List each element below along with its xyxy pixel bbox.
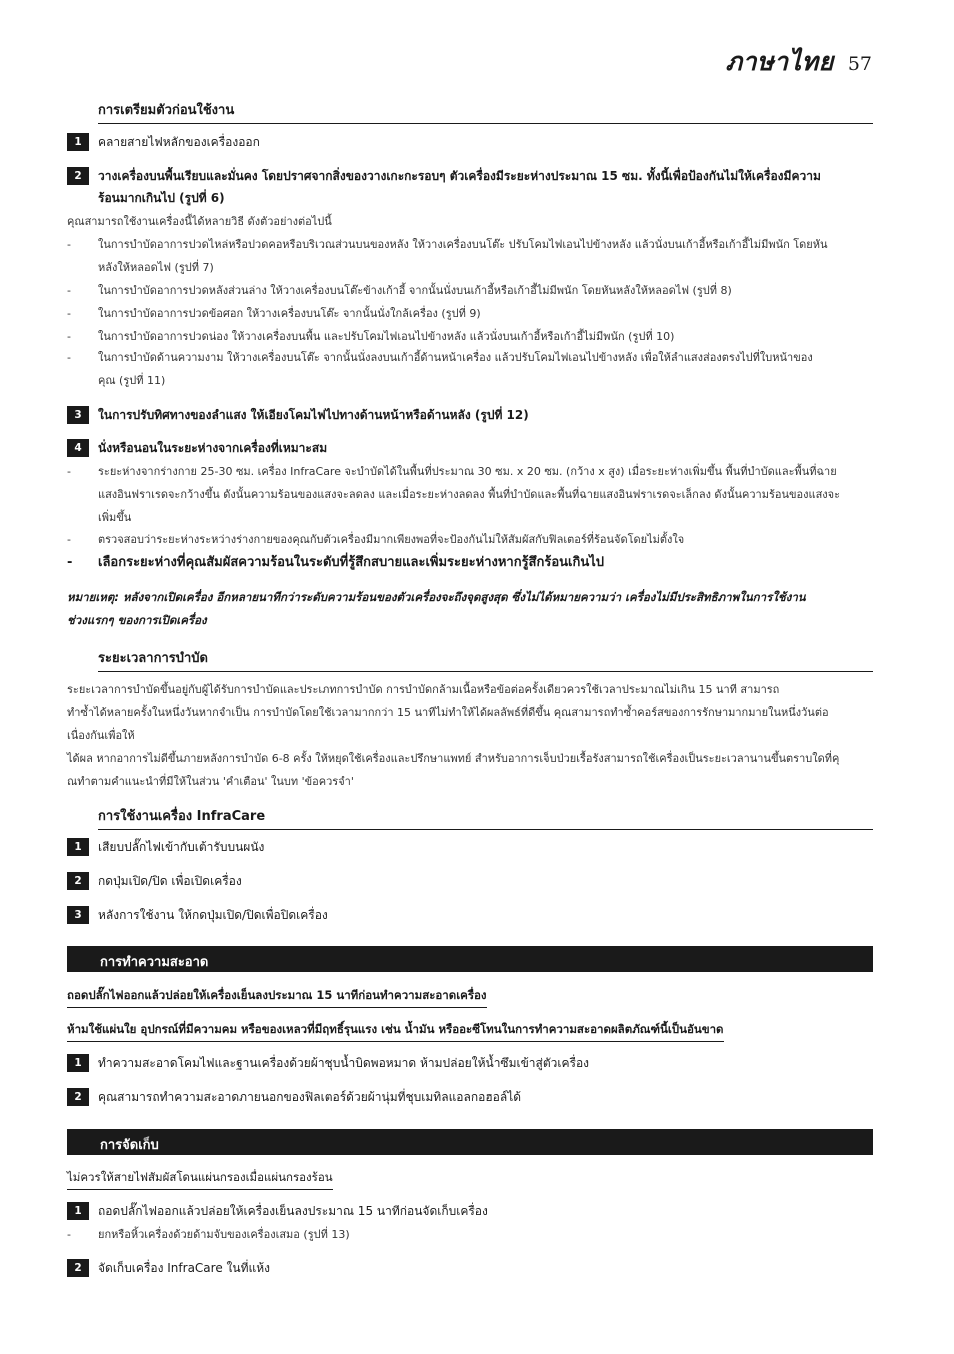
duration-paragraph <box>67 678 873 793</box>
list-item-text: ในการบำบัดอาการปวดข้อศอก ให้วางเครื่องบนโต๊ะ จากนั้นนั่งใกล้เครื่อง (รูปที่ 9) <box>98 307 481 320</box>
caution-cord: ไม่ควรให้สายไฟสัมผัสโดนแผ่นกรองเมื่อแผ่นกรองร้อน <box>67 1167 333 1190</box>
list-item-text: ในการบำบัดอาการปวดน่อง ให้วางเครื่องบนพื้น และปรับโคมไฟเอนไปข้างหลัง แล้วนั่งบนเก้าอี้หรือเก้าอี้ไม่มีพนัก (รูปที่ 10) <box>98 330 675 343</box>
step-text: จัดเก็บเครื่อง InfraCare ในที่แห้ง <box>98 1261 270 1275</box>
list-item-line: หลังให้หลอดไฟ (รูปที่ 7) <box>98 261 214 274</box>
list-item-line: ในการบำบัดด้านความงาม ให้วางเครื่องบนโต๊ะ จากนั้นนั่งลงบนเก้าอี้ด้านหน้าเครื่อง แล้วปรับโคมไฟเอนไปข้างหลัง เพื่อให้ลำแสงส่องตรงไปที่ใบหน้าของ <box>98 351 813 364</box>
list-item-text: เลือกระยะห่างที่คุณสัมผัสความร้อนในระดับที่รู้สึกสบายและเพิ่มระยะห่างหากรู้สึกร้อนเกินไป <box>98 555 605 570</box>
step-text: ถอดปลั๊กไฟออกแล้วปล่อยให้เครื่องเย็นลงประมาณ 15 นาทีก่อนจัดเก็บเครื่อง <box>98 1204 488 1218</box>
step-number: 1 <box>67 1202 89 1220</box>
section-heading-duration: ระยะเวลาการบำบัด <box>98 647 873 672</box>
cleaning-step-2 <box>67 1086 873 1108</box>
list-item-text: ในการบำบัดอาการปวดหลังส่วนล่าง ให้วางเครื่องบนโต๊ะข้างเก้าอี้ จากนั้นนั่งบนเก้าอี้หรือเก้าอี้ไม่มีพนัก โดยหันหลังให้หลอดไฟ (รูปที่ 8) <box>98 284 732 297</box>
list-item: - ในการบำบัดอาการปวดน่อง ให้วางเครื่องบนพื้น และปรับโคมไฟเอนไปข้างหลัง แล้วนั่งบนเก้าอี้หรือเก้าอี้ไม่มีพนัก (รูปที่ 10) <box>67 325 873 348</box>
list-item: - ในการบำบัดอาการปวดข้อศอก ให้วางเครื่องบนโต๊ะ จากนั้นนั่งใกล้เครื่อง (รูปที่ 9) <box>67 302 873 325</box>
step-text-line: วางเครื่องบนพื้นเรียบและมั่นคง โดยปราศจากสิ่งของวางเกะกะรอบๆ ตัวเครื่องมีระยะห่างประมาณ 15 ซม. ทั้งนี้เพื่อป้องกันไม่ให้เครื่องมีความ <box>98 169 821 183</box>
note-line: ช่วงแรกๆ ของการเปิดเครื่อง <box>67 613 207 627</box>
step-text: คลายสายไฟหลักของเครื่องออก <box>98 135 260 149</box>
step-number: 1 <box>67 838 89 856</box>
list-item-line: ในการบำบัดอาการปวดไหล่หรือปวดคอหรือบริเวณส่วนบนของหลัง ให้วางเครื่องบนโต๊ะ ปรับโคมไฟเอนไปข้างหลัง แล้วนั่งบนเก้าอี้หรือเก้าอี้ไม่มีพนัก โดยหัน <box>98 238 828 251</box>
step-number: 2 <box>67 167 89 185</box>
section-heading-cleaning: การทำความสะอาด <box>67 946 873 972</box>
step-number: 2 <box>67 1259 89 1277</box>
list-item-line: ระยะห่างจากร่างกาย 25-30 ซม. เครื่อง InfraCare จะบำบัดได้ในพื้นที่ประมาณ 30 ซม. x 20 ซม. (กว้าง x สูง) เมื่อระยะห่างเพิ่มขึ้น พื้นที่บำบัดและพื้นที่ฉาย <box>98 465 837 478</box>
usage-step-2 <box>67 870 873 892</box>
note <box>67 586 873 632</box>
step-number: 1 <box>67 133 89 151</box>
step-text: เสียบปลั๊กไฟเข้ากับเต้ารับบนผนัง <box>98 840 265 854</box>
paragraph-line: ณทำตามคำแนะนำที่มีให้ในส่วน 'คำเตือน' ในบท 'ข้อควรจำ' <box>67 775 354 788</box>
paragraph-line: ระยะเวลาการบำบัดขึ้นอยู่กับผู้ได้รับการบำบัดและประเภทการบำบัด การบำบัดกล้ามเนื้อหรือข้อต่อครั้งเดียวควรใช้เวลาประมาณไม่เกิน 15 นาที สามารถ <box>67 683 780 696</box>
list-item: - ยกหรือหิ้วเครื่องด้วยด้ามจับของเครื่องเสมอ (รูปที่ 13) <box>67 1223 873 1246</box>
list-item: - ในการบำบัดอาการปวดไหล่หรือปวดคอหรือบริเวณส่วนบนของหลัง ให้วางเครื่องบนโต๊ะ ปรับโคมไฟเอนไปข้างหลัง แล้วนั่งบนเก้าอี้หรือเก้าอี้ไม่มีพนัก โดยหัน หลังให้หลอดไฟ (รูปที่ 7) <box>67 233 873 279</box>
prep-step-4 <box>67 437 873 459</box>
list-item-line: คุณ (รูปที่ 11) <box>98 374 166 387</box>
warning-no-abrasives: ห้ามใช้แผ่นใย อุปกรณ์ที่มีความคม หรือของเหลวที่มีฤทธิ์รุนแรง เช่น น้ำมัน หรืออะซีโทนในการทำความสะอาดผลิตภัณฑ์นี้เป็นอันขาด <box>67 1019 724 1042</box>
list-item: - ระยะห่างจากร่างกาย 25-30 ซม. เครื่อง InfraCare จะบำบัดได้ในพื้นที่ประมาณ 30 ซม. x 20 ซม. (กว้าง x สูง) เมื่อระยะห่างเพิ่มขึ้น พื้นที่บำบัดและพื้นที่ฉาย แสงอินฟราเรดจะกว้างขึ้น ดังนั้นความร้อนของแสงจะลดลง และเมื่อระยะห่างลดลง พื้นที่บำบัดและพื้นที่ฉายแสงอินฟราเรดจะเล็กลง ดังนั้นความร้อนของแสงจะ เพิ่มขึ้น <box>67 460 873 529</box>
list-item: - ในการบำบัดด้านความงาม ให้วางเครื่องบนโต๊ะ จากนั้นนั่งลงบนเก้าอี้ด้านหน้าเครื่อง แล้วปรับโคมไฟเอนไปข้างหลัง เพื่อให้ลำแสงส่องตรงไปที่ใบหน้าของ คุณ (รูปที่ 11) <box>67 346 873 392</box>
section-heading-storage: การจัดเก็บ <box>67 1129 873 1155</box>
language-title: ภาษาไทย <box>725 47 834 76</box>
step-number: 3 <box>67 406 89 424</box>
step-text: ทำความสะอาดโคมไฟและฐานเครื่องด้วยผ้าชุบน้ำบิดพอหมาด ห้ามปล่อยให้น้ำซึมเข้าสู่ตัวเครื่อง <box>98 1056 590 1070</box>
usage-intro: คุณสามารถใช้งานเครื่องนี้ได้หลายวิธี ดังตัวอย่างต่อไปนี้ <box>67 215 332 228</box>
paragraph-line: เนื่องกันเพื่อให้ <box>67 729 135 742</box>
step-text: กดปุ่มเปิด/ปิด เพื่อเปิดเครื่อง <box>98 874 242 888</box>
usage-step-1 <box>67 836 873 858</box>
warning-unplug: ถอดปลั๊กไฟออกแล้วปล่อยให้เครื่องเย็นลงประมาณ 15 นาทีก่อนทำความสะอาดเครื่อง <box>67 985 487 1008</box>
section-heading-usage: การใช้งานเครื่อง InfraCare <box>98 805 873 830</box>
step-text-line: ร้อนมากเกินไป (รูปที่ 6) <box>98 191 225 205</box>
paragraph-line: ทำซ้ำได้หลายครั้งในหนึ่งวันหากจำเป็น การบำบัดโดยใช้เวลามากกว่า 15 นาทีไม่ทำให้ได้ผลลัพธ์ที่ดีขึ้น คุณสามารถทำซ้ำคอร์สของการรักษามากมายในหนึ่งวันต่อ <box>67 706 829 719</box>
section-heading-preparation: การเตรียมตัวก่อนใช้งาน <box>98 99 873 124</box>
cleaning-step-1 <box>67 1052 873 1074</box>
list-item-line: เพิ่มขึ้น <box>98 511 132 524</box>
page-header <box>726 42 872 82</box>
step-number: 3 <box>67 906 89 924</box>
prep-step-2 <box>67 165 873 209</box>
step-text: นั่งหรือนอนในระยะห่างจากเครื่องที่เหมาะสม <box>98 441 328 455</box>
step-number: 2 <box>67 1088 89 1106</box>
list-item: - ในการบำบัดอาการปวดหลังส่วนล่าง ให้วางเครื่องบนโต๊ะข้างเก้าอี้ จากนั้นนั่งบนเก้าอี้หรือเก้าอี้ไม่มีพนัก โดยหันหลังให้หลอดไฟ (รูปที่ 8) <box>67 279 873 302</box>
list-item-line: แสงอินฟราเรดจะกว้างขึ้น ดังนั้นความร้อนของแสงจะลดลง และเมื่อระยะห่างลดลง พื้นที่บำบัดและพื้นที่ฉายแสงอินฟราเรดจะเล็กลง ดังนั้นความร้อนของแสงจะ <box>98 488 841 501</box>
prep-step-1 <box>67 131 873 153</box>
step-number: 4 <box>67 439 89 457</box>
note-line: หมายเหตุ: หลังจากเปิดเครื่อง อีกหลายนาทีกว่าระดับความร้อนของตัวเครื่องจะถึงจุดสูงสุด ซึ่งไม่ได้หมายความว่า เครื่องไม่มีประสิทธิภาพในการใช้งาน <box>67 590 806 604</box>
step-text: คุณสามารถทำความสะอาดภายนอกของฟิลเตอร์ด้วยผ้านุ่มที่ชุบเมทิลแอลกอฮอล์ได้ <box>98 1090 522 1104</box>
step-number: 1 <box>67 1054 89 1072</box>
step-text: ในการปรับทิศทางของลำแสง ให้เอียงโคมไฟไปทางด้านหน้าหรือด้านหลัง (รูปที่ 12) <box>98 408 529 422</box>
step-number: 2 <box>67 872 89 890</box>
step-text: หลังการใช้งาน ให้กดปุ่มเปิด/ปิดเพื่อปิดเครื่อง <box>98 908 328 922</box>
list-item-text: ตรวจสอบว่าระยะห่างระหว่างร่างกายของคุณกับตัวเครื่องมีมากเพียงพอที่จะป้องกันไม่ให้สัมผัสกับฟิลเตอร์ที่ร้อนจัดโดยไม่ตั้งใจ <box>98 533 685 546</box>
prep-step-3 <box>67 404 873 426</box>
list-item-text: ยกหรือหิ้วเครื่องด้วยด้ามจับของเครื่องเสมอ (รูปที่ 13) <box>98 1228 350 1241</box>
storage-step-2 <box>67 1257 873 1279</box>
storage-step-1 <box>67 1200 873 1222</box>
page-number: 57 <box>847 53 872 75</box>
list-item-emphasis: - เลือกระยะห่างที่คุณสัมผัสความร้อนในระดับที่รู้สึกสบายและเพิ่มระยะห่างหากรู้สึกร้อนเกินไป <box>67 551 873 574</box>
list-item: - ตรวจสอบว่าระยะห่างระหว่างร่างกายของคุณกับตัวเครื่องมีมากเพียงพอที่จะป้องกันไม่ให้สัมผัสกับฟิลเตอร์ที่ร้อนจัดโดยไม่ตั้งใจ <box>67 528 873 551</box>
usage-step-3 <box>67 904 873 926</box>
paragraph-line: ได้ผล หากอาการไม่ดีขึ้นภายหลังการบำบัด 6-8 ครั้ง ให้หยุดใช้เครื่องและปรึกษาแพทย์ สำหรับอาการเจ็บป่วยเรื้อรังสามารถใช้เครื่องเป็นระยะเวลานานขึ้นตราบใดที่คุ <box>67 752 840 765</box>
